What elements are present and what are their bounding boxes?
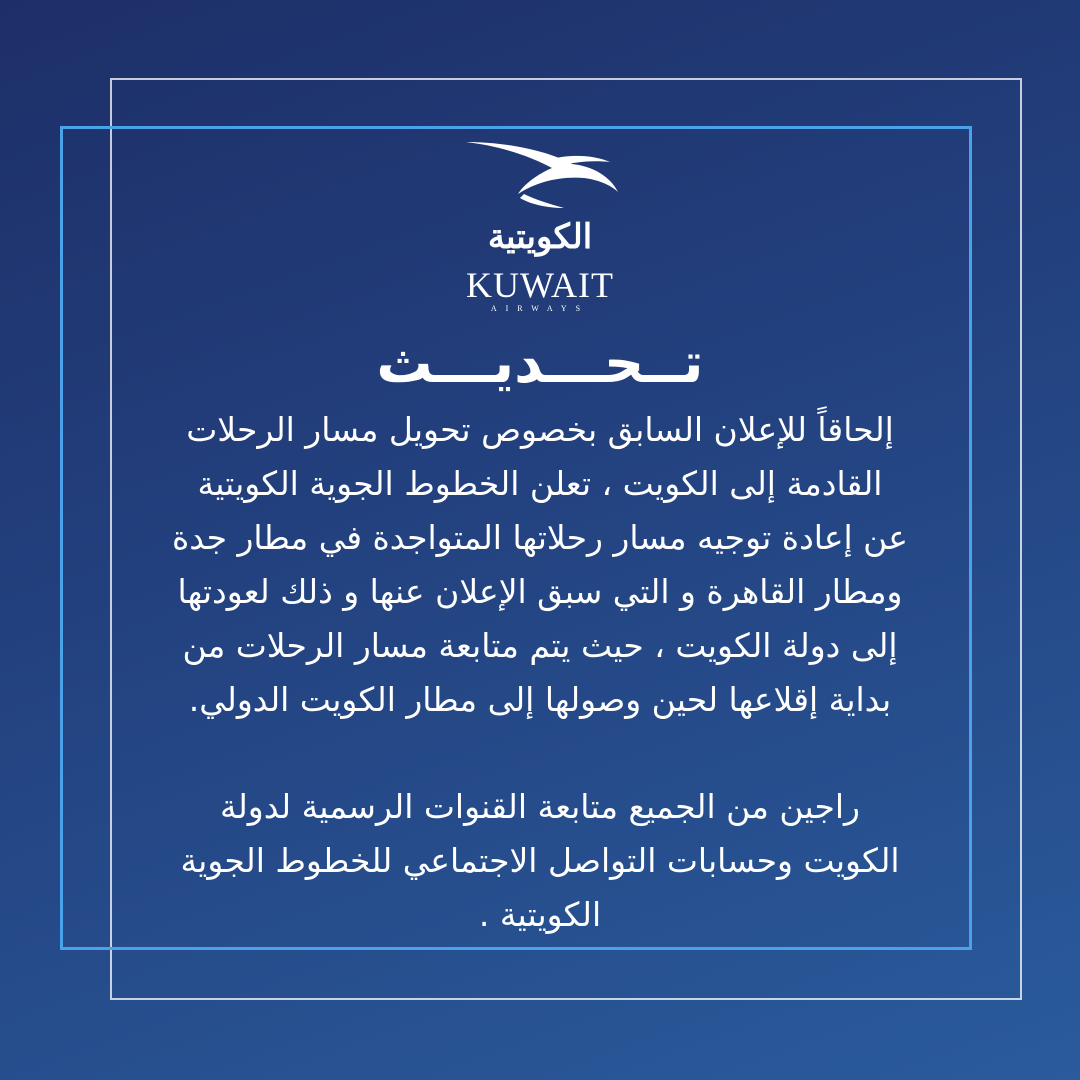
announcement-line: القادمة إلى الكويت ، تعلن الخطوط الجوية الكويتية <box>197 464 883 503</box>
closing-line: الكويتية . <box>478 895 602 934</box>
logo-latin-name: KUWAIT <box>466 265 614 305</box>
logo-subtitle: AIRWAYS <box>490 304 590 313</box>
announcement-line: إلى دولة الكويت ، حيث يتم متابعة مسار الرحلات من <box>182 626 898 665</box>
kuwait-airways-logo <box>440 138 640 323</box>
announcement-line: عن إعادة توجيه مسار رحلاتها المتواجدة في مطار جدة <box>171 518 908 557</box>
announcement-line: بداية إقلاعها لحين وصولها إلى مطار الكويت الدولي. <box>188 680 892 719</box>
announcement-paragraph <box>120 403 960 727</box>
headline-update: تــحـــديـــث <box>376 331 704 396</box>
closing-paragraph <box>120 780 960 942</box>
announcement-line: إلحاقاً للإعلان السابق بخصوص تحويل مسار الرحلات <box>186 410 894 449</box>
logo-arabic-name: الكويتية <box>487 217 593 257</box>
kuwait-airways-bird-icon <box>460 138 620 212</box>
announcement-line: ومطار القاهرة و التي سبق الإعلان عنها و ذلك لعودتها <box>177 572 903 611</box>
closing-line: راجين من الجميع متابعة القنوات الرسمية لدولة <box>220 787 860 826</box>
closing-line: الكويت وحسابات التواصل الاجتماعي للخطوط الجوية <box>180 841 900 880</box>
